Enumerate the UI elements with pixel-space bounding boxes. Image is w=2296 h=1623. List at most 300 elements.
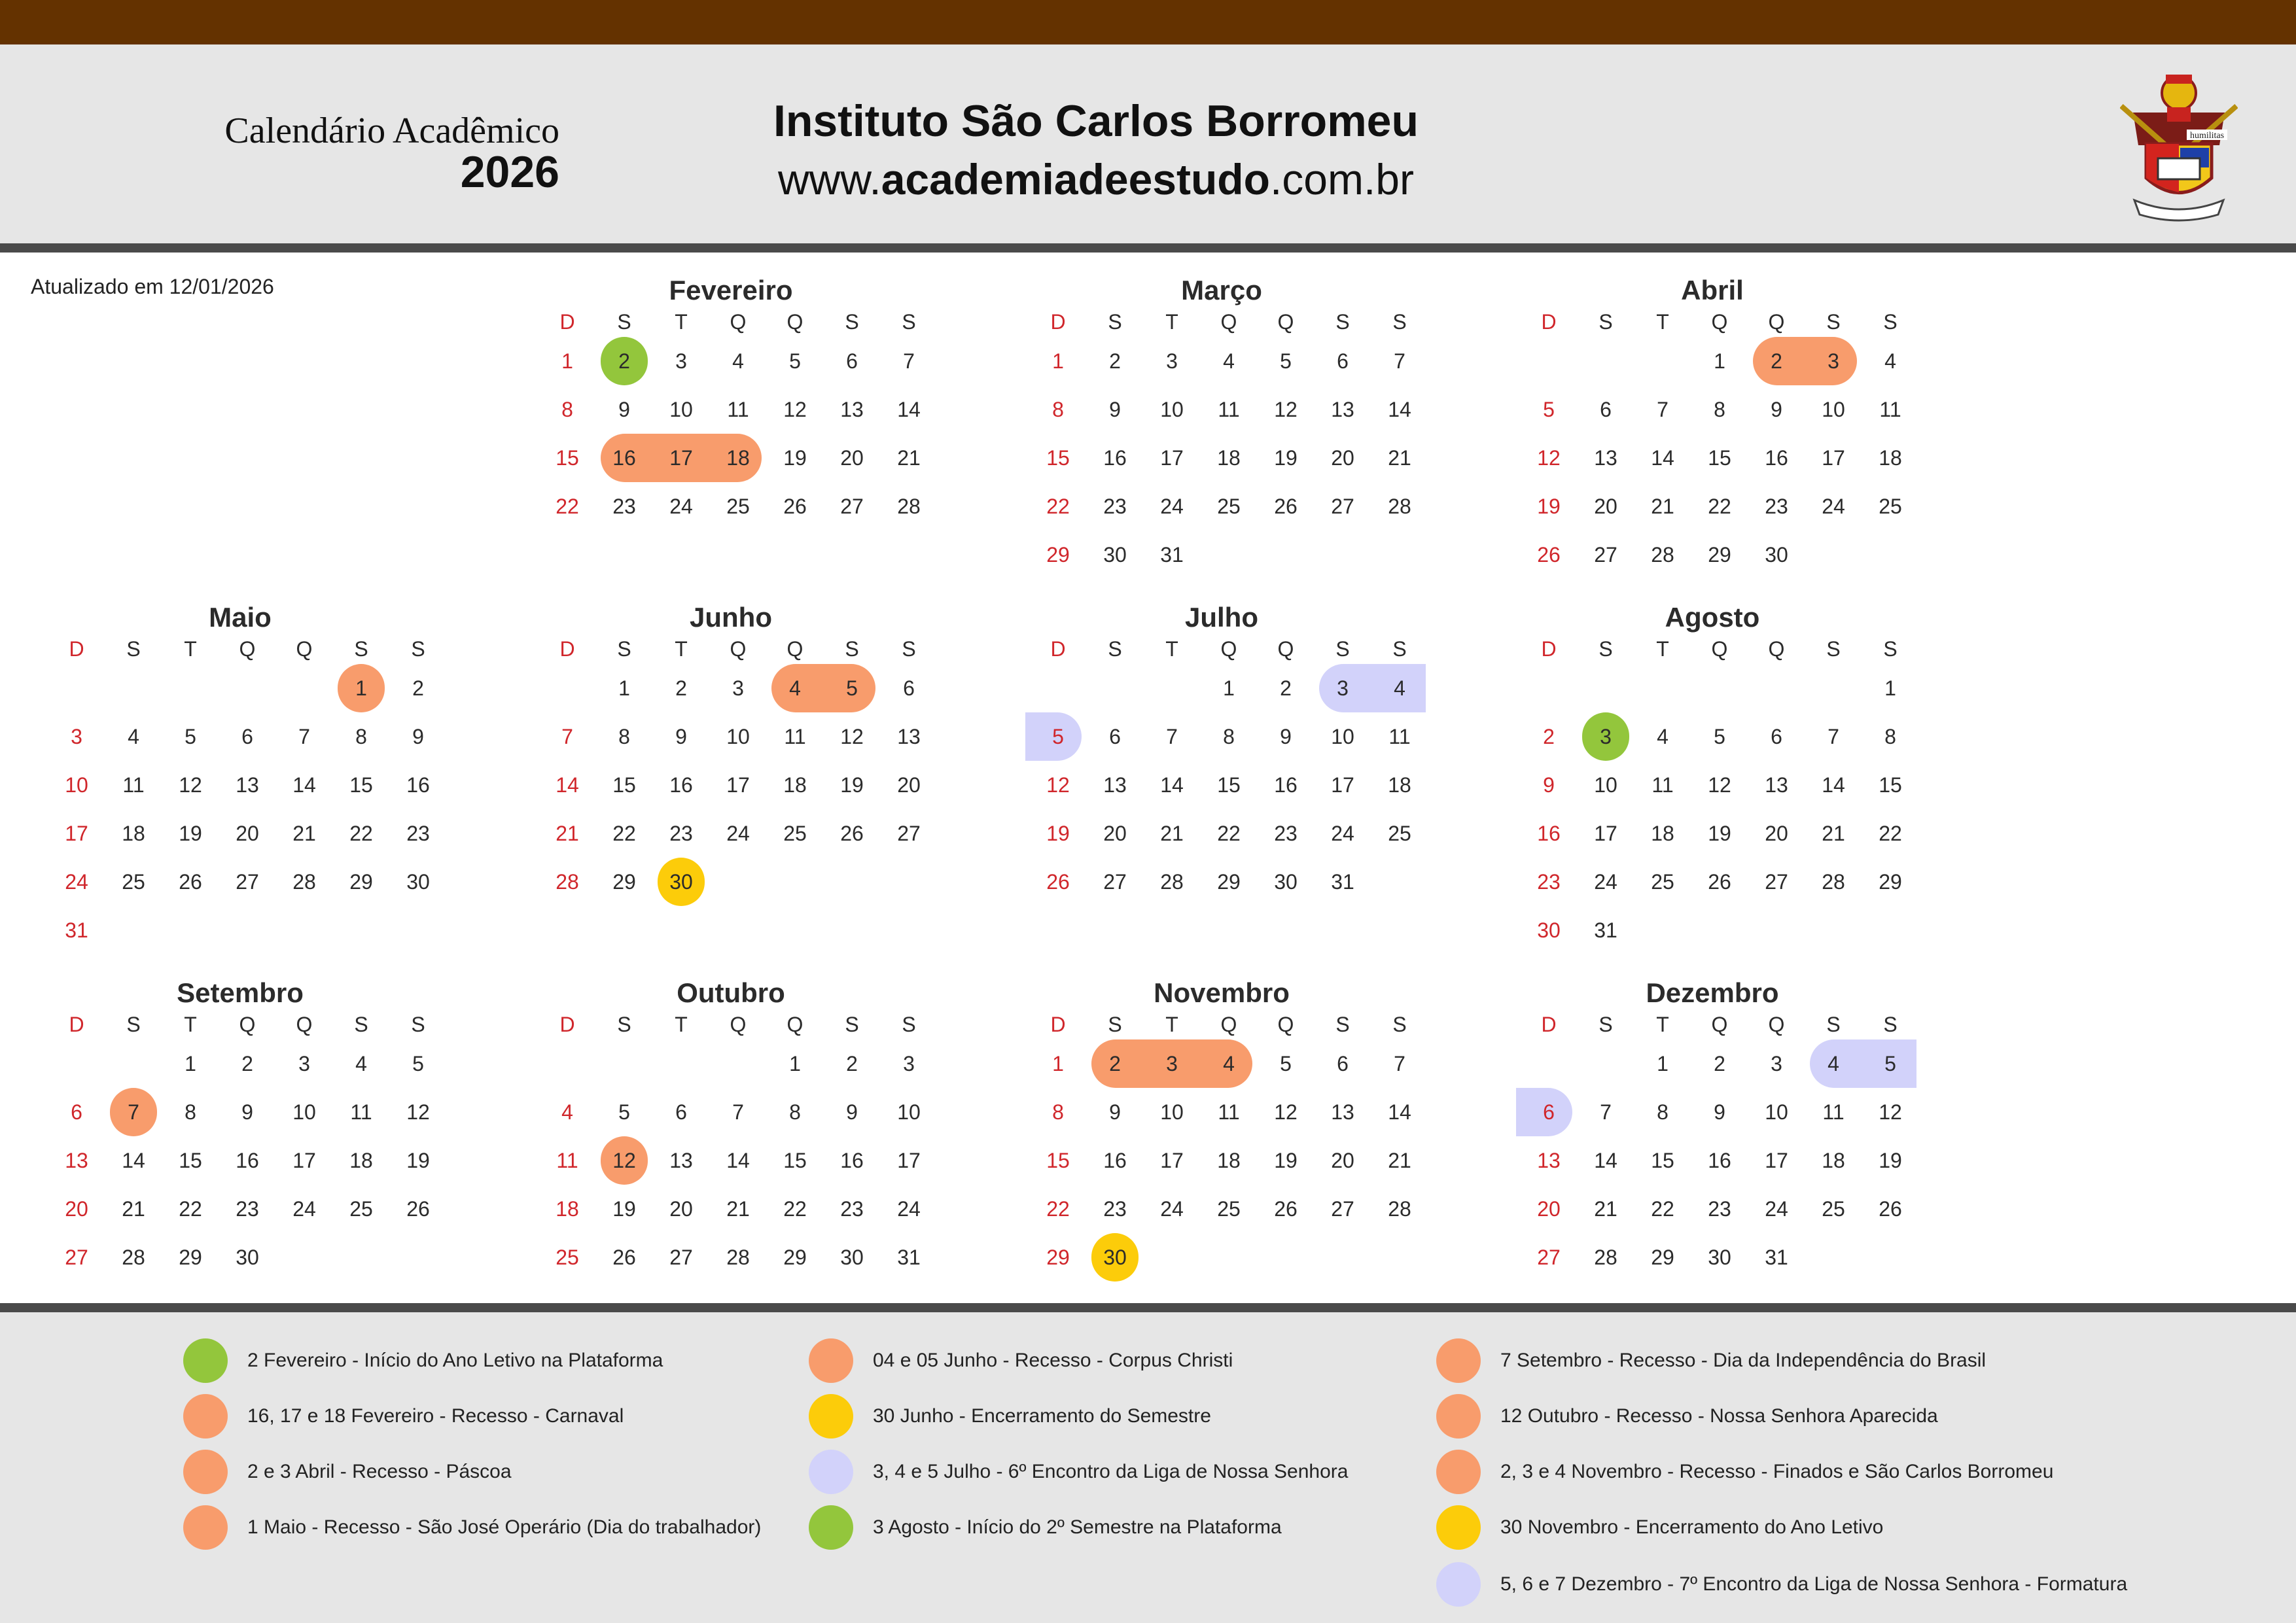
weekday-header: Q <box>1711 1013 1728 1036</box>
day-cell: 18 <box>783 773 807 797</box>
day-cell: 1 <box>1052 349 1064 373</box>
day-cell: 26 <box>1274 1197 1298 1221</box>
day-cell: 10 <box>897 1100 921 1124</box>
day-cell: 11 <box>1218 1100 1240 1124</box>
day-cell: 3 <box>1828 349 1839 373</box>
day-cell: 25 <box>1651 870 1674 894</box>
day-cell: 6 <box>675 1100 687 1124</box>
day-cell: 22 <box>612 822 636 845</box>
day-cell: 28 <box>1822 870 1845 894</box>
day-cell: 7 <box>732 1100 744 1124</box>
day-cell: 4 <box>1394 676 1405 700</box>
day-cell: 12 <box>840 725 864 748</box>
day-cell: 10 <box>669 398 693 421</box>
day-cell: 12 <box>612 1149 636 1172</box>
day-cell: 17 <box>726 773 750 797</box>
day-cell: 16 <box>236 1149 259 1172</box>
day-cell: 14 <box>1388 398 1411 421</box>
day-cell: 19 <box>783 446 807 470</box>
day-cell: 31 <box>1160 543 1184 567</box>
day-cell: 26 <box>840 822 864 845</box>
day-cell: 24 <box>292 1197 316 1221</box>
day-cell: 24 <box>1331 822 1354 845</box>
day-cell: 26 <box>1274 495 1298 518</box>
day-cell: 26 <box>1879 1197 1902 1221</box>
legend-dot-green <box>183 1338 228 1383</box>
weekday-header: Q <box>1220 637 1237 661</box>
day-cell: 2 <box>241 1052 253 1075</box>
legend-dot-lavender <box>809 1450 853 1494</box>
day-cell: 19 <box>840 773 864 797</box>
weekday-header: S <box>845 1013 859 1036</box>
day-cell: 10 <box>1765 1100 1788 1124</box>
day-cell: 14 <box>1822 773 1845 797</box>
day-cell: 30 <box>1765 543 1788 567</box>
weekday-header: S <box>1335 1013 1350 1036</box>
legend-text: 1 Maio - Recesso - São José Operário (Dia do trabalhador) <box>247 1516 762 1538</box>
day-cell: 29 <box>1217 870 1241 894</box>
month-3 <box>31 602 450 942</box>
day-cell: 19 <box>179 822 202 845</box>
day-cell: 23 <box>1103 495 1127 518</box>
weekday-header: S <box>1392 637 1407 661</box>
day-cell: 3 <box>1600 725 1612 748</box>
day-cell: 5 <box>1052 725 1064 748</box>
day-cell: 22 <box>1708 495 1731 518</box>
day-cell: 22 <box>1046 495 1070 518</box>
day-cell: 14 <box>1651 446 1674 470</box>
day-cell: 1 <box>1052 1052 1064 1075</box>
day-cell: 30 <box>1537 918 1561 942</box>
weekday-header: Q <box>1711 310 1728 334</box>
day-cell: 23 <box>1708 1197 1731 1221</box>
day-cell: 7 <box>128 1100 139 1124</box>
day-cell: 9 <box>675 725 687 748</box>
day-cell: 27 <box>1331 495 1354 518</box>
weekday-header: S <box>1108 637 1122 661</box>
day-cell: 19 <box>612 1197 636 1221</box>
day-cell: 20 <box>1765 822 1788 845</box>
day-cell: 15 <box>1217 773 1241 797</box>
day-cell: 27 <box>1537 1246 1561 1269</box>
day-cell: 20 <box>897 773 921 797</box>
day-cell: 16 <box>1537 822 1561 845</box>
day-cell: 7 <box>1600 1100 1612 1124</box>
day-cell: 10 <box>1822 398 1845 421</box>
day-cell: 27 <box>669 1246 693 1269</box>
weekday-header: S <box>411 1013 425 1036</box>
day-cell: 24 <box>65 870 88 894</box>
day-cell: 8 <box>355 725 367 748</box>
day-cell: 21 <box>1388 446 1411 470</box>
weekday-header: Q <box>1711 637 1728 661</box>
day-cell: 29 <box>179 1246 202 1269</box>
weekday-header: S <box>902 637 916 661</box>
day-cell: 9 <box>412 725 424 748</box>
day-cell: 20 <box>840 446 864 470</box>
day-cell: 16 <box>1274 773 1298 797</box>
institution-url[interactable] <box>0 154 2192 204</box>
day-cell: 18 <box>726 446 750 470</box>
day-cell: 18 <box>1822 1149 1845 1172</box>
day-cell: 24 <box>1822 495 1845 518</box>
day-cell: 25 <box>349 1197 373 1221</box>
month-title: Novembro <box>1154 977 1290 1008</box>
day-cell: 8 <box>1657 1100 1669 1124</box>
day-cell: 22 <box>349 822 373 845</box>
day-cell: 14 <box>1160 773 1184 797</box>
day-cell: 29 <box>783 1246 807 1269</box>
day-cell: 17 <box>669 446 693 470</box>
day-cell: 16 <box>1765 446 1788 470</box>
weekday-header: D <box>559 1013 575 1036</box>
legend-text: 30 Junho - Encerramento do Semestre <box>873 1405 1211 1427</box>
day-cell: 12 <box>1879 1100 1902 1124</box>
day-cell: 23 <box>669 822 693 845</box>
day-cell: 21 <box>897 446 921 470</box>
day-cell: 16 <box>669 773 693 797</box>
url-prefix: www. <box>778 155 881 203</box>
day-cell: 7 <box>1166 725 1178 748</box>
day-cell: 3 <box>903 1052 915 1075</box>
legend-dot-orange <box>809 1338 853 1383</box>
legend-text: 2, 3 e 4 Novembro - Recesso - Finados e São Carlos Borromeu <box>1500 1461 2054 1482</box>
day-cell: 6 <box>903 676 915 700</box>
day-cell: 6 <box>1109 725 1121 748</box>
day-cell: 28 <box>1594 1246 1617 1269</box>
day-cell: 27 <box>897 822 921 845</box>
day-cell: 24 <box>669 495 693 518</box>
legend-dot-orange <box>183 1450 228 1494</box>
weekday-header: S <box>1826 1013 1841 1036</box>
weekday-header: Q <box>239 637 256 661</box>
day-cell: 3 <box>298 1052 310 1075</box>
day-cell: 1 <box>1884 676 1896 700</box>
day-cell: 29 <box>1708 543 1731 567</box>
day-cell: 22 <box>1651 1197 1674 1221</box>
day-cell: 28 <box>1388 495 1411 518</box>
month-title: Março <box>1181 275 1262 305</box>
day-cell: 4 <box>561 1100 573 1124</box>
day-cell: 2 <box>1109 349 1121 373</box>
weekday-header: D <box>559 637 575 661</box>
day-cell: 11 <box>556 1149 578 1172</box>
day-cell: 15 <box>349 773 373 797</box>
day-cell: 7 <box>903 349 915 373</box>
day-cell: 4 <box>732 349 744 373</box>
day-cell: 28 <box>292 870 316 894</box>
day-cell: 7 <box>1657 398 1669 421</box>
day-cell: 15 <box>1651 1149 1674 1172</box>
day-cell: 14 <box>897 398 921 421</box>
month-title: Outubro <box>677 977 785 1008</box>
weekday-header: T <box>184 1013 197 1036</box>
day-cell: 14 <box>556 773 579 797</box>
weekday-header: S <box>411 637 425 661</box>
weekday-header: S <box>1883 1013 1898 1036</box>
day-cell: 3 <box>1337 676 1349 700</box>
update-date: Atualizado em 12/01/2026 <box>31 275 274 298</box>
day-cell: 30 <box>669 870 693 894</box>
weekday-header: Q <box>730 310 747 334</box>
day-cell: 15 <box>1708 446 1731 470</box>
weekday-header: S <box>902 1013 916 1036</box>
legend-text: 7 Setembro - Recesso - Dia da Independência do Brasil <box>1500 1350 1987 1371</box>
weekday-header: D <box>1050 1013 1066 1036</box>
day-cell: 22 <box>783 1197 807 1221</box>
day-cell: 10 <box>1331 725 1354 748</box>
day-cell: 16 <box>1103 446 1127 470</box>
weekday-header: S <box>617 637 631 661</box>
month-title: Setembro <box>177 977 304 1008</box>
day-cell: 12 <box>406 1100 430 1124</box>
legend-text: 2 e 3 Abril - Recesso - Páscoa <box>247 1461 512 1482</box>
weekday-header: S <box>1108 1013 1122 1036</box>
weekday-header: T <box>675 637 688 661</box>
day-cell: 10 <box>1594 773 1617 797</box>
weekday-header: T <box>1165 637 1178 661</box>
day-cell: 28 <box>1388 1197 1411 1221</box>
weekday-header: D <box>1541 637 1557 661</box>
day-cell: 17 <box>292 1149 316 1172</box>
day-cell: 30 <box>1274 870 1298 894</box>
day-cell: 20 <box>1331 1149 1354 1172</box>
day-cell: 13 <box>1103 773 1127 797</box>
url-domain: academiadeestudo <box>881 155 1270 203</box>
day-cell: 5 <box>412 1052 424 1075</box>
day-cell: 22 <box>1879 822 1902 845</box>
day-cell: 8 <box>1884 725 1896 748</box>
day-cell: 31 <box>1594 918 1617 942</box>
month-4 <box>521 602 940 916</box>
weekday-header: S <box>617 310 631 334</box>
weekday-header: D <box>1050 310 1066 334</box>
day-cell: 13 <box>1331 398 1354 421</box>
day-cell: 13 <box>1537 1149 1561 1172</box>
day-cell: 2 <box>1543 725 1555 748</box>
day-cell: 26 <box>179 870 202 894</box>
day-cell: 28 <box>122 1246 145 1269</box>
month-title: Fevereiro <box>669 275 793 305</box>
weekday-header: T <box>675 1013 688 1036</box>
day-cell: 9 <box>1714 1100 1725 1124</box>
day-cell: 16 <box>406 773 430 797</box>
day-cell: 24 <box>1765 1197 1788 1221</box>
day-cell: 21 <box>1822 822 1845 845</box>
day-cell: 11 <box>122 773 145 797</box>
day-cell: 6 <box>1600 398 1612 421</box>
day-cell: 26 <box>1708 870 1731 894</box>
top-bar <box>0 0 2296 44</box>
day-cell: 24 <box>1160 495 1184 518</box>
day-cell: 30 <box>406 870 430 894</box>
day-cell: 3 <box>71 725 82 748</box>
day-cell: 13 <box>669 1149 693 1172</box>
weekday-header: S <box>1392 1013 1407 1036</box>
day-cell: 5 <box>185 725 196 748</box>
day-cell: 29 <box>1879 870 1902 894</box>
weekday-header: S <box>845 310 859 334</box>
day-cell: 17 <box>897 1149 921 1172</box>
weekday-header: S <box>902 310 916 334</box>
day-cell: 14 <box>292 773 316 797</box>
weekday-header: S <box>354 637 368 661</box>
day-cell: 26 <box>406 1197 430 1221</box>
day-cell: 2 <box>412 676 424 700</box>
day-cell: 6 <box>1337 349 1349 373</box>
day-cell: 25 <box>122 870 145 894</box>
day-cell: 24 <box>897 1197 921 1221</box>
day-cell: 27 <box>236 870 259 894</box>
weekday-header: Q <box>1220 310 1237 334</box>
day-cell: 27 <box>1331 1197 1354 1221</box>
day-cell: 20 <box>1103 822 1127 845</box>
day-cell: 6 <box>1543 1100 1555 1124</box>
day-cell: 2 <box>1280 676 1292 700</box>
day-cell: 15 <box>612 773 636 797</box>
weekday-header: T <box>1165 310 1178 334</box>
weekday-header: S <box>1598 310 1613 334</box>
legend-divider <box>0 1303 2296 1312</box>
day-cell: 9 <box>1109 1100 1121 1124</box>
day-cell: 12 <box>1046 773 1070 797</box>
day-cell: 21 <box>122 1197 145 1221</box>
day-cell: 12 <box>783 398 807 421</box>
day-cell: 29 <box>349 870 373 894</box>
day-cell: 15 <box>783 1149 807 1172</box>
day-cell: 1 <box>185 1052 196 1075</box>
legend-text: 3, 4 e 5 Julho - 6º Encontro da Liga de Nossa Senhora <box>873 1461 1349 1482</box>
header-divider <box>0 243 2296 253</box>
legend-text: 3 Agosto - Início do 2º Semestre na Plataforma <box>873 1516 1282 1538</box>
day-cell: 19 <box>1046 822 1070 845</box>
url-suffix: .com.br <box>1269 155 1414 203</box>
weekday-header: Q <box>296 1013 313 1036</box>
day-cell: 27 <box>1594 543 1617 567</box>
month-1 <box>1012 275 1431 589</box>
day-cell: 9 <box>618 398 630 421</box>
month-8 <box>521 977 940 1291</box>
weekday-header: S <box>1598 637 1613 661</box>
day-cell: 11 <box>784 725 806 748</box>
day-cell: 3 <box>1771 1052 1782 1075</box>
weekday-header: S <box>1826 310 1841 334</box>
day-cell: 5 <box>846 676 858 700</box>
legend-dot-orange <box>1436 1394 1481 1439</box>
day-cell: 29 <box>1046 1246 1070 1269</box>
month-10 <box>1503 977 1922 1291</box>
day-cell: 14 <box>1594 1149 1617 1172</box>
day-cell: 3 <box>675 349 687 373</box>
weekday-header: D <box>1050 637 1066 661</box>
day-cell: 17 <box>1160 446 1184 470</box>
day-cell: 1 <box>355 676 367 700</box>
day-cell: 25 <box>726 495 750 518</box>
day-cell: 3 <box>732 676 744 700</box>
day-cell: 4 <box>789 676 801 700</box>
weekday-header: D <box>559 310 575 334</box>
weekday-header: S <box>1335 637 1350 661</box>
weekday-header: S <box>1826 637 1841 661</box>
day-cell: 9 <box>846 1100 858 1124</box>
weekday-header: T <box>675 310 688 334</box>
day-cell: 9 <box>1543 773 1555 797</box>
day-cell: 13 <box>840 398 864 421</box>
legend-dot-orange <box>183 1394 228 1439</box>
day-cell: 15 <box>556 446 579 470</box>
day-cell: 7 <box>1394 1052 1405 1075</box>
day-cell: 30 <box>840 1246 864 1269</box>
day-cell: 10 <box>65 773 88 797</box>
day-cell: 1 <box>1714 349 1725 373</box>
day-cell: 9 <box>1280 725 1292 748</box>
legend-text: 30 Novembro - Encerramento do Ano Letivo <box>1500 1516 1884 1538</box>
day-cell: 29 <box>1046 543 1070 567</box>
day-cell: 12 <box>179 773 202 797</box>
day-cell: 2 <box>618 349 630 373</box>
weekday-header: Q <box>730 1013 747 1036</box>
day-cell: 17 <box>1160 1149 1184 1172</box>
day-cell: 17 <box>1331 773 1354 797</box>
day-cell: 19 <box>1274 1149 1298 1172</box>
day-cell: 19 <box>1537 495 1561 518</box>
day-cell: 8 <box>185 1100 196 1124</box>
day-cell: 8 <box>1052 398 1064 421</box>
weekday-header: S <box>126 1013 141 1036</box>
day-cell: 17 <box>1594 822 1617 845</box>
day-cell: 31 <box>897 1246 921 1269</box>
day-cell: 24 <box>1160 1197 1184 1221</box>
month-title: Maio <box>209 602 272 633</box>
day-cell: 11 <box>1651 773 1674 797</box>
month-0 <box>521 275 940 589</box>
day-cell: 16 <box>612 446 636 470</box>
day-cell: 14 <box>1388 1100 1411 1124</box>
day-cell: 5 <box>1543 398 1555 421</box>
day-cell: 21 <box>726 1197 750 1221</box>
month-title: Junho <box>690 602 772 633</box>
day-cell: 23 <box>840 1197 864 1221</box>
month-title: Abril <box>1681 275 1744 305</box>
calendar-year: 2026 <box>460 147 559 197</box>
day-cell: 28 <box>1160 870 1184 894</box>
weekday-header: S <box>617 1013 631 1036</box>
legend-dot-orange <box>1436 1338 1481 1383</box>
weekday-header: Q <box>1277 310 1294 334</box>
day-cell: 20 <box>669 1197 693 1221</box>
legend-dot-orange <box>1436 1450 1481 1494</box>
day-cell: 15 <box>1879 773 1902 797</box>
day-cell: 11 <box>1388 725 1411 748</box>
weekday-header: S <box>1392 310 1407 334</box>
day-cell: 11 <box>1822 1100 1845 1124</box>
weekday-header: T <box>1656 1013 1669 1036</box>
day-cell: 11 <box>350 1100 372 1124</box>
day-cell: 15 <box>1046 1149 1070 1172</box>
legend-text: 12 Outubro - Recesso - Nossa Senhora Aparecida <box>1500 1405 1938 1427</box>
day-cell: 22 <box>179 1197 202 1221</box>
day-cell: 14 <box>122 1149 145 1172</box>
day-cell: 13 <box>65 1149 88 1172</box>
day-cell: 12 <box>1274 1100 1298 1124</box>
day-cell: 19 <box>1708 822 1731 845</box>
day-cell: 4 <box>1828 1052 1839 1075</box>
day-cell: 18 <box>1879 446 1902 470</box>
month-title: Agosto <box>1665 602 1760 633</box>
day-cell: 3 <box>1166 349 1178 373</box>
day-cell: 16 <box>1103 1149 1127 1172</box>
weekday-header: Q <box>239 1013 256 1036</box>
